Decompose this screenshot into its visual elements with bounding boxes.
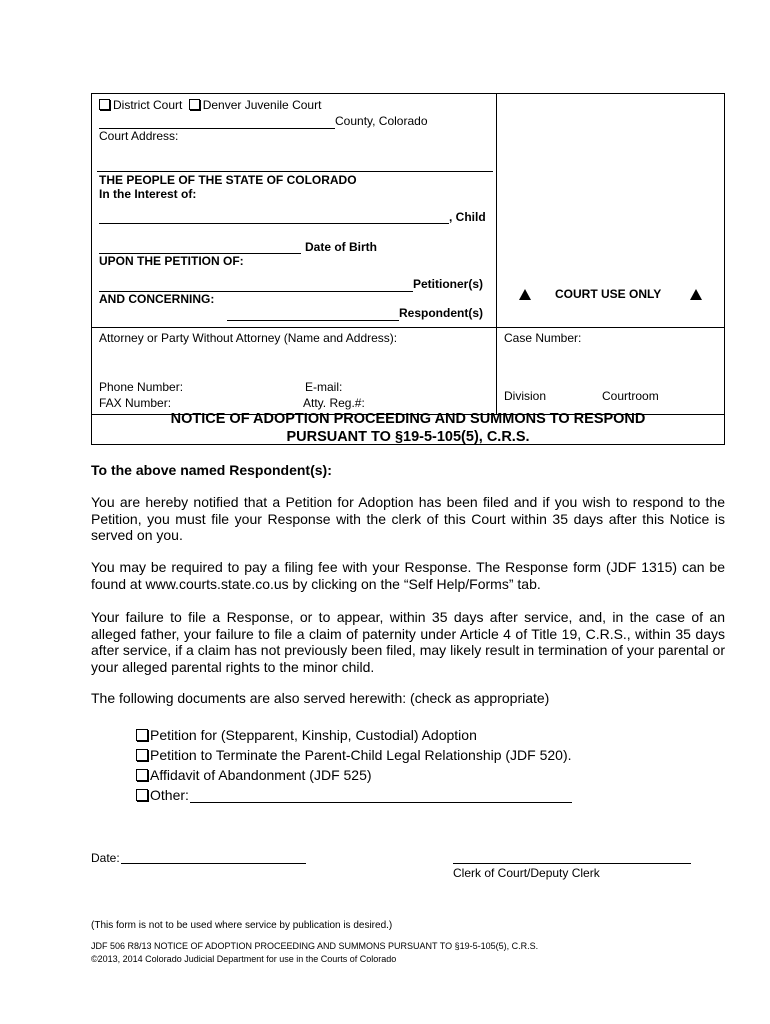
in-the-interest-of-label: In the Interest of: [99, 187, 197, 201]
case-number-label: Case Number: [504, 331, 582, 345]
date-of-birth-label: Date of Birth [305, 240, 377, 254]
court-use-only-label: COURT USE ONLY [555, 287, 662, 301]
respondent-blank-line[interactable] [227, 320, 399, 321]
denver-juvenile-court-label: Denver Juvenile Court [202, 98, 322, 112]
document-option-label: Petition for (Stepparent, Kinship, Custodial) Adoption [150, 727, 477, 743]
phone-number-label: Phone Number: [99, 380, 184, 394]
caption-border-left [91, 93, 92, 445]
county-colorado-label: County, Colorado [335, 114, 428, 128]
adoption-petition-checkbox[interactable] [136, 729, 148, 741]
other-checkbox[interactable] [136, 789, 148, 801]
date-label: Date: [91, 851, 120, 865]
paragraph-petition-notice: You are hereby notified that a Petition for Adoption has been filed and if you wish to respond to the Petition, you must file your Response with the clerk of this Court within 35 days after this Notice is served on you. [91, 494, 725, 543]
people-of-colorado-heading: THE PEOPLE OF THE STATE OF COLORADO [99, 173, 357, 187]
respondents-label: Respondent(s) [399, 306, 483, 320]
paragraph-failure-to-respond: Your failure to file a Response, or to appear, within 35 days after service, and, in the case of an alleged father, your failure to file a claim of paternity under Article 4 of Title 19, C.R.S., within 35 days after service, if a claim has not previously been filed, may likely result in termination of your parental or your alleged parental rights to the minor child. [91, 609, 725, 675]
salutation: To the above named Respondent(s): [91, 462, 332, 478]
caption-border-top [91, 93, 725, 94]
form-title-line-1: NOTICE OF ADOPTION PROCEEDING AND SUMMONS TO RESPOND [170, 411, 646, 427]
upon-the-petition-of-label: UPON THE PETITION OF: [99, 254, 244, 268]
documents-intro: The following documents are also served herewith: (check as appropriate) [91, 690, 550, 706]
paragraph-filing-fee: You may be required to pay a filing fee with your Response. The Response form (JDF 1315) can be found at www.courts.state.co.us by clicking on the “Self Help/Forms” tab. [91, 559, 725, 592]
document-option-label: Other: [150, 787, 189, 803]
district-court-label: District Court [113, 98, 183, 112]
terminate-relationship-checkbox[interactable] [136, 749, 148, 761]
child-label: , Child [449, 210, 486, 224]
footer-note: (This form is not to be used where service by publication is desired.) [91, 920, 393, 931]
court-address-label: Court Address: [99, 129, 179, 143]
affidavit-abandonment-checkbox[interactable] [136, 769, 148, 781]
petitioners-label: Petitioner(s) [413, 277, 484, 291]
attorney-label: Attorney or Party Without Attorney (Name and Address): [99, 331, 398, 345]
document-option-affidavit-abandonment[interactable] [136, 767, 372, 783]
date-blank-line[interactable] [121, 863, 306, 864]
division-label: Division [504, 389, 547, 403]
caption-column-divider [496, 93, 497, 415]
court-address-blank-line[interactable] [97, 171, 493, 172]
denver-juvenile-court-checkbox[interactable] [189, 99, 200, 110]
other-blank-line[interactable] [190, 802, 572, 803]
court-use-triangle-left-icon [519, 289, 531, 300]
court-use-triangle-right-icon [690, 289, 702, 300]
document-option-label: Affidavit of Abandonment (JDF 525) [150, 767, 372, 783]
courtroom-label: Courtroom [602, 389, 659, 403]
district-court-checkbox[interactable] [99, 99, 110, 110]
clerk-signature-line[interactable] [453, 863, 691, 864]
atty-reg-label: Atty. Reg.#: [303, 396, 365, 410]
email-label: E-mail: [305, 380, 343, 394]
fax-number-label: FAX Number: [99, 396, 172, 410]
child-name-blank-line[interactable] [99, 223, 449, 224]
caption-border-right [724, 93, 725, 445]
footer-form-id: JDF 506 R8/13 NOTICE OF ADOPTION PROCEEDING AND SUMMONS PURSUANT TO §19-5-105(5), C.R.S. [91, 941, 539, 951]
court-type-selector [99, 98, 321, 112]
form-title-line-2: PURSUANT TO §19-5-105(5), C.R.S. [286, 429, 530, 445]
document-option-other[interactable] [136, 787, 189, 803]
document-option-label: Petition to Terminate the Parent-Child Legal Relationship (JDF 520). [150, 747, 572, 763]
and-concerning-label: AND CONCERNING: [99, 292, 215, 306]
document-option-adoption-petition[interactable] [136, 727, 477, 743]
clerk-label: Clerk of Court/Deputy Clerk [453, 866, 600, 880]
footer-copyright: ©2013, 2014 Colorado Judicial Department for use in the Courts of Colorado [91, 954, 397, 964]
document-option-terminate-relationship[interactable] [136, 747, 572, 763]
caption-row-divider [91, 327, 725, 328]
